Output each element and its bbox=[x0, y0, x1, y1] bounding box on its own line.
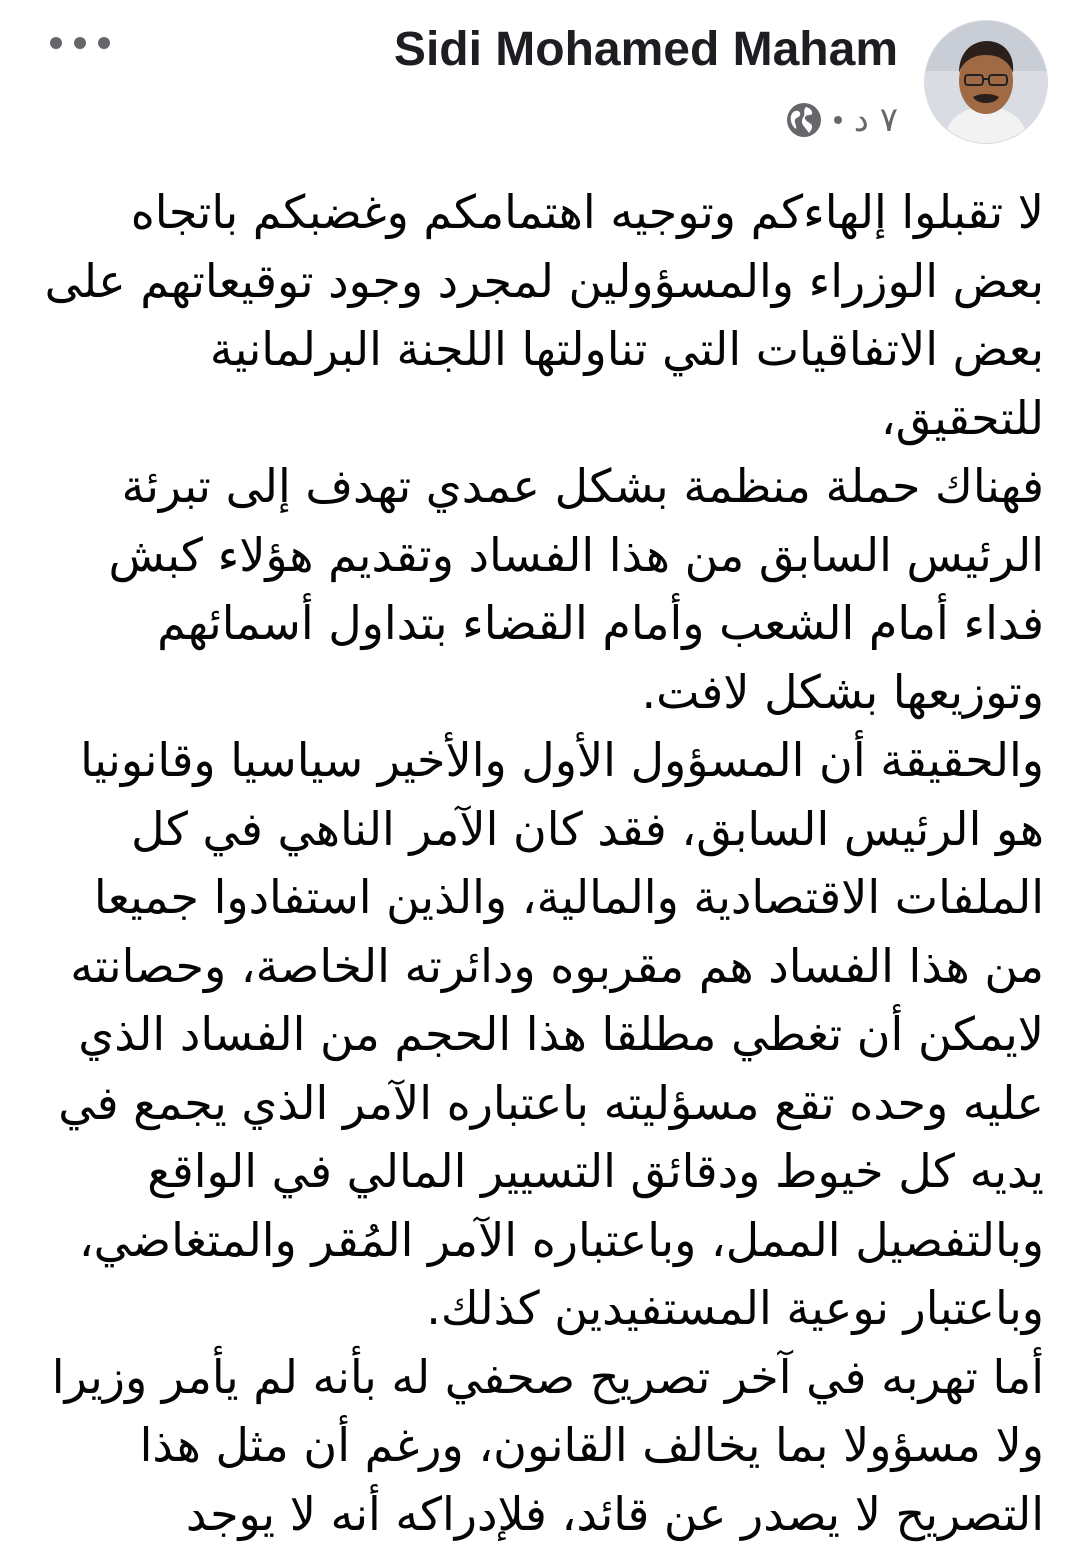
separator-dot bbox=[834, 116, 842, 124]
more-options-icon-dot bbox=[98, 37, 110, 49]
avatar-image bbox=[925, 21, 1047, 143]
post-header bbox=[0, 0, 1080, 160]
more-options-icon bbox=[50, 37, 62, 49]
author-name[interactable]: Sidi Mohamed Maham bbox=[393, 23, 898, 76]
post-timestamp[interactable]: ٧ د bbox=[853, 100, 898, 140]
more-options-button[interactable] bbox=[50, 26, 110, 60]
globe-icon bbox=[786, 102, 822, 138]
post-meta bbox=[786, 96, 898, 144]
avatar[interactable] bbox=[924, 20, 1048, 144]
post-text: لا تقبلوا إلهاءكم وتوجيه اهتمامكم وغضبكم باتجاه بعض الوزراء والمسؤولين لمجرد وجود توقيعاتهم على بعض الاتفاقيات التي تناولتها اللجنة البرلمانية للتحقيق، فهناك حملة منظمة بشكل عمدي تهدف إلى تبرئة الرئيس السابق من هذا الفساد وتقديم هؤلاء كبش فداء أمام الشعب وأمام القضاء بتداول أسمائهم وتوزيعها بشكل لافت. والحقيقة أن المسؤول الأول والأخير سياسيا وقانونيا هو الرئيس السابق، فقد كان الآمر الناهي في كل الملفات الاقتصادية والمالية، والذين استفادوا جميعا من هذا الفساد هم مقربوه ودائرته الخاصة، وحصانته لايمكن أن تغطي مطلقا هذا الحجم من الفساد الذي عليه وحده تقع مسؤليته باعتباره الآمر الذي يجمع في يديه كل خيوط ودقائق التسيير المالي في الواقع وبالتفصيل الممل، وباعتباره الآمر المُقر والمتغاضي، وباعتبار نوعية المستفيدين كذلك. أما تهربه في آخر تصريح صحفي له بأنه لم يأمر وزيرا ولا مسؤولا بما يخالف القانون، ورغم أن مثل هذا التصريح لا يصدر عن قائد، فلإدراكه أنه لا يوجد bbox=[44, 185, 1044, 1541]
more-options-icon-dot bbox=[74, 37, 86, 49]
